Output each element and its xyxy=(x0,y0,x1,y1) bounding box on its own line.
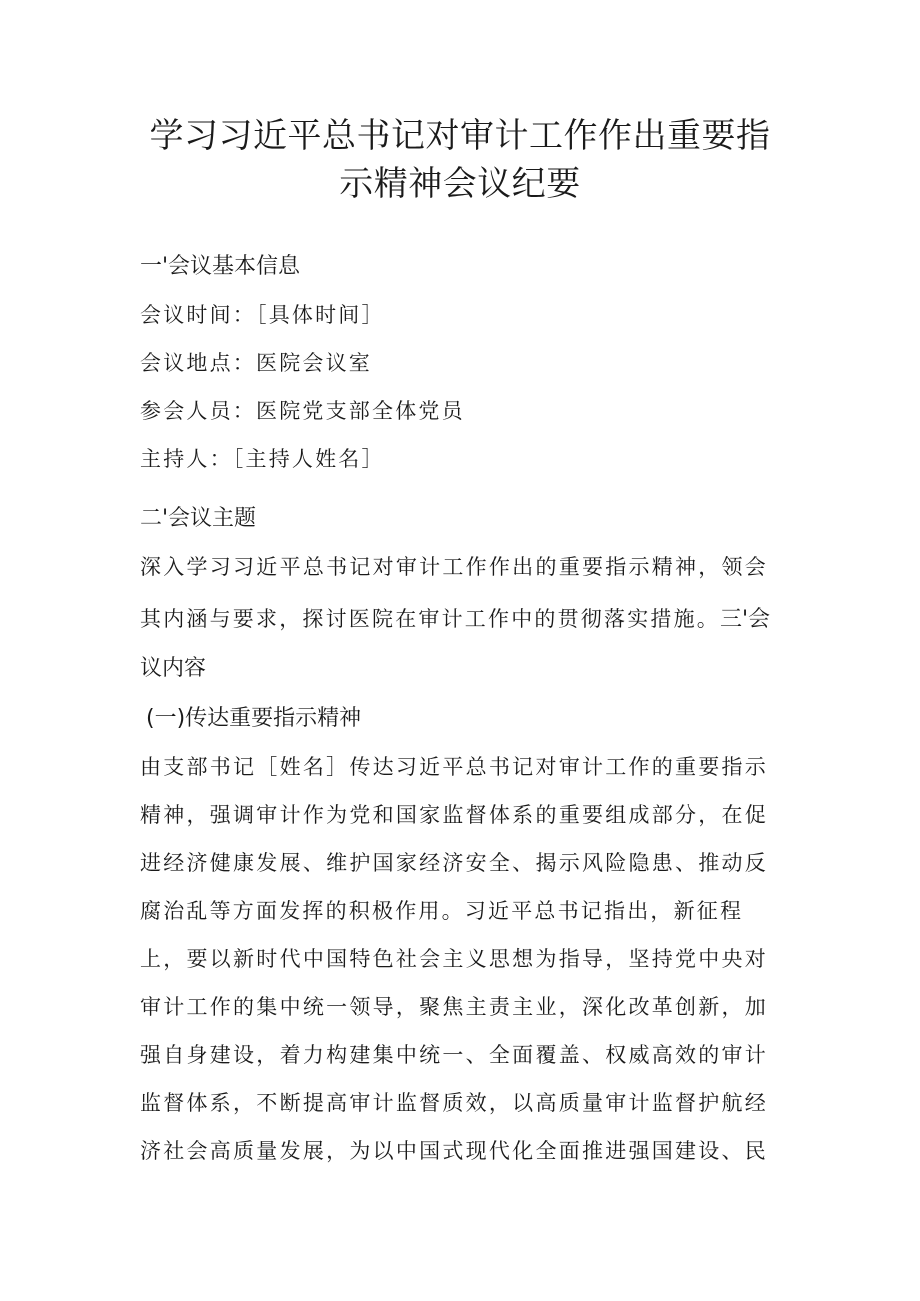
body-line: 由支部书记［姓名］传达习近平总书记对审计工作的重要指示 xyxy=(140,755,768,779)
body-line: 监督体系，不断提高审计监督质效，以高质量审计监督护航经 xyxy=(140,1091,768,1115)
theme-paragraph-line xyxy=(140,604,770,635)
subsection-heading-convey: (一)传达重要指示精神 xyxy=(146,706,362,731)
meeting-place: 会议地点：医院会议室 xyxy=(140,351,372,375)
theme-paragraph-text: 其内涵与要求，探讨医院在审计工作中的贯彻落实措施。 xyxy=(140,607,720,631)
document-title-line-2: 示精神会议纪要 xyxy=(339,164,581,204)
body-line: 济社会高质量发展，为以中国式现代化全面推进强国建设、民 xyxy=(140,1139,768,1163)
body-line: 腐治乱等方面发挥的积极作用。习近平总书记指出，新征程 xyxy=(140,899,744,923)
meeting-time: 会议时间：［具体时间］ xyxy=(140,303,385,327)
section-heading-content-start: 三'会 xyxy=(720,607,771,632)
meeting-host: 主持人：［主持人姓名］ xyxy=(140,447,385,471)
body-line: 强自身建设，着力构建集中统一、全面覆盖、权威高效的审计 xyxy=(140,1043,768,1067)
body-line: 精神，强调审计作为党和国家监督体系的重要组成部分，在促 xyxy=(140,803,768,827)
meeting-attendees: 参会人员：医院党支部全体党员 xyxy=(140,399,465,423)
section-heading-content-end: 议内容 xyxy=(140,656,207,681)
section-heading-theme: 二'会议主题 xyxy=(140,506,257,531)
body-line: 上，要以新时代中国特色社会主义思想为指导，坚持党中央对 xyxy=(140,947,768,971)
document-title-line-1: 学习习近平总书记对审计工作作出重要指 xyxy=(149,116,771,156)
body-line: 审计工作的集中统一领导，聚焦主责主业，深化改革创新，加 xyxy=(140,995,768,1019)
theme-paragraph-line: 深入学习习近平总书记对审计工作作出的重要指示精神，领会 xyxy=(140,555,768,579)
section-heading-basic-info: 一'会议基本信息 xyxy=(140,254,301,279)
body-line: 进经济健康发展、维护国家经济安全、揭示风险隐患、推动反 xyxy=(140,851,768,875)
